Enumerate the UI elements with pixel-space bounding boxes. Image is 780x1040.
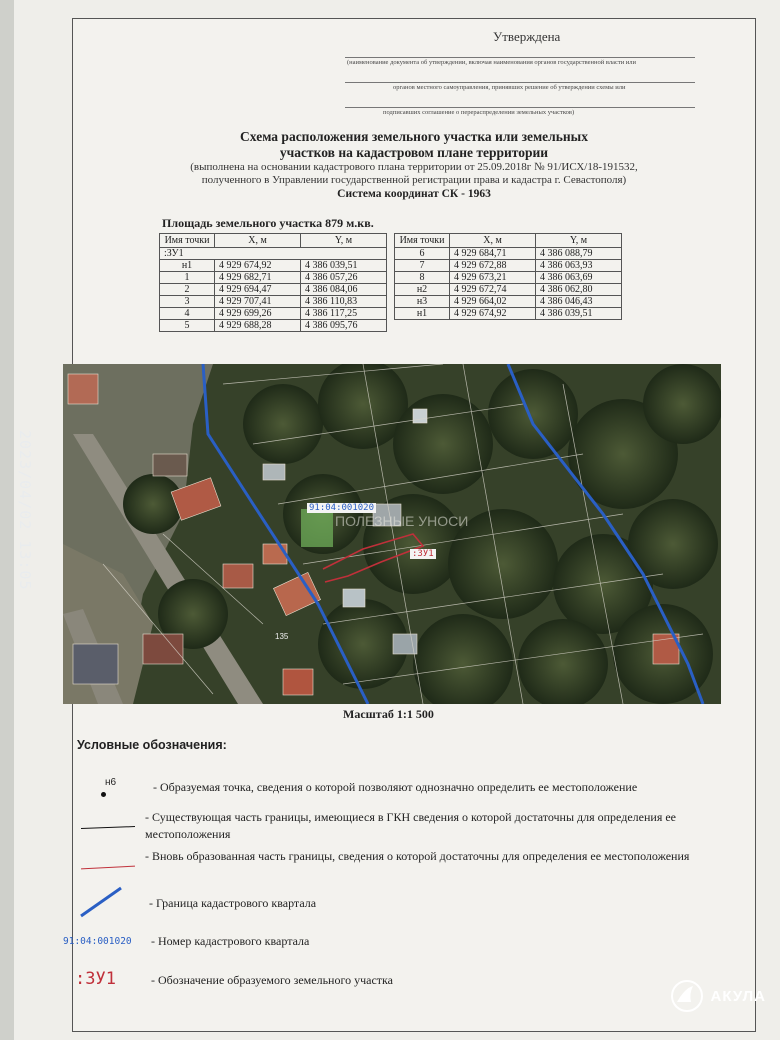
- col-y: Y, м: [301, 234, 387, 248]
- x-coord-cell: 4 929 682,71: [215, 272, 301, 284]
- document-frame: [63, 18, 756, 1032]
- x-coord-cell: 4 929 684,71: [450, 248, 536, 260]
- brand-name: АКУЛА: [710, 987, 766, 1005]
- legend-quarter-line: [79, 885, 125, 919]
- point-name-cell: 8: [395, 272, 450, 284]
- x-coord-cell: 4 929 694,47: [215, 284, 301, 296]
- y-coord-cell: 4 386 063,93: [536, 260, 622, 272]
- legend-parcel-code: :ЗУ1: [75, 969, 116, 989]
- legend-item-parcel-designation: - Обозначение образуемого земельного участка: [151, 973, 394, 987]
- col-point-name: Имя точки: [395, 234, 450, 248]
- legend-item-existing-border: - Существующая часть границы, имеющиеся в ГКН сведения о которой достаточны для определения ее местоположения: [145, 810, 676, 841]
- y-coord-cell: 4 386 117,25: [301, 308, 387, 320]
- parcel-area: Площадь земельного участка 879 м.кв.: [162, 216, 374, 230]
- table-row: [160, 296, 387, 308]
- table-row: [160, 284, 387, 296]
- x-coord-cell: 4 929 673,21: [450, 272, 536, 284]
- point-name-cell: н1: [395, 308, 450, 320]
- coordinate-system: Система координат СК - 1963: [337, 188, 491, 200]
- approval-note-1: (наименование документа об утверждении, включая наименования органов государственной власти или: [347, 59, 636, 66]
- approval-line-1: [345, 57, 695, 58]
- coords-table-right: [394, 233, 622, 320]
- approved-heading: Утверждена: [493, 29, 561, 44]
- point-name-cell: н3: [395, 296, 450, 308]
- legend-title: Условные обозначения:: [77, 738, 227, 752]
- shark-fin-icon: [671, 980, 703, 1012]
- legend-point-label: н6: [105, 777, 117, 788]
- house-number-label: 135: [275, 632, 289, 641]
- x-coord-cell: 4 929 664,02: [450, 296, 536, 308]
- y-coord-cell: 4 386 088,79: [536, 248, 622, 260]
- doc-title-line-2: участков на кадастровом плане территории: [279, 145, 549, 160]
- table-row: [160, 308, 387, 320]
- table-row: [160, 260, 387, 272]
- point-name-cell: 6: [395, 248, 450, 260]
- col-y: Y, м: [536, 234, 622, 248]
- map-svg: [63, 364, 721, 704]
- table-row: [395, 272, 622, 284]
- y-coord-cell: 4 386 039,51: [536, 308, 622, 320]
- paper-sheet: [14, 0, 780, 1040]
- section-label: :ЗУ1: [160, 248, 387, 260]
- y-coord-cell: 4 386 084,06: [301, 284, 387, 296]
- legend-item-quarter-border: - Граница кадастрового квартала: [149, 896, 317, 910]
- x-coord-cell: 4 929 674,92: [215, 260, 301, 272]
- legend-item-new-border: - Вновь образованная часть границы, сведения о которой достаточны для определения ее местоположения: [145, 849, 690, 863]
- point-name-cell: 3: [160, 296, 215, 308]
- col-point-name: Имя точки: [160, 234, 215, 248]
- x-coord-cell: 4 929 672,74: [450, 284, 536, 296]
- x-coord-cell: 4 929 672,88: [450, 260, 536, 272]
- point-name-cell: 4: [160, 308, 215, 320]
- point-name-cell: 7: [395, 260, 450, 272]
- legend-point-symbol: [101, 792, 106, 797]
- approval-line-2: [345, 82, 695, 83]
- table-row: [160, 320, 387, 332]
- y-coord-cell: 4 386 095,76: [301, 320, 387, 332]
- doc-title-line-1: Схема расположения земельного участка или земельных: [240, 129, 588, 144]
- approval-note-3: подписавших соглашение о перераспределении земельных участков): [383, 109, 575, 116]
- legend-item-quarter-number: - Номер кадастрового квартала: [151, 934, 310, 948]
- table-row: [160, 272, 387, 284]
- col-x: X, м: [450, 234, 536, 248]
- legend-existing-line: [81, 826, 135, 829]
- point-name-cell: 5: [160, 320, 215, 332]
- x-coord-cell: 4 929 688,28: [215, 320, 301, 332]
- table-row: [395, 284, 622, 296]
- table-row: [395, 308, 622, 320]
- legend-quarter-code: 91:04:001020: [63, 936, 132, 947]
- table-row: [395, 296, 622, 308]
- doc-subtitle-1: (выполнена на основании кадастрового плана территории от 25.09.2018г № 91/ИСХ/18-191532,: [190, 161, 638, 173]
- point-name-cell: н2: [395, 284, 450, 296]
- parcel-label: :ЗУ1: [412, 549, 434, 559]
- legend-item-point: - Образуемая точка, сведения о которой позволяют однозначно определить ее местоположение: [153, 780, 638, 794]
- x-coord-cell: 4 929 674,92: [450, 308, 536, 320]
- coords-table-left: [159, 233, 387, 332]
- map-watermark: ПОЛЕЗНЫЕ УНОСИ: [335, 513, 469, 529]
- table-row: [395, 248, 622, 260]
- col-x: X, м: [215, 234, 301, 248]
- photo-timestamp: 2023/04/02 13:05: [16, 430, 34, 591]
- point-name-cell: 2: [160, 284, 215, 296]
- y-coord-cell: 4 386 062,80: [536, 284, 622, 296]
- doc-subtitle-2: полученного в Управлении государственной регистрации права и кадастра г. Севастополя): [201, 174, 627, 186]
- x-coord-cell: 4 929 699,26: [215, 308, 301, 320]
- table-row: [395, 260, 622, 272]
- approval-line-3: [345, 107, 695, 108]
- y-coord-cell: 4 386 046,43: [536, 296, 622, 308]
- approval-note-2: органов местного самоуправления, принявших решение об утверждении схемы или: [393, 84, 626, 91]
- y-coord-cell: 4 386 039,51: [301, 260, 387, 272]
- y-coord-cell: 4 386 057,26: [301, 272, 387, 284]
- y-coord-cell: 4 386 063,69: [536, 272, 622, 284]
- x-coord-cell: 4 929 707,41: [215, 296, 301, 308]
- legend-new-line: [81, 866, 135, 870]
- map-scale: Масштаб 1:1 500: [343, 707, 434, 721]
- cadastral-map[interactable]: [63, 364, 721, 704]
- brand-watermark: [671, 980, 766, 1012]
- quarter-number-label: 91:04:001020: [309, 503, 375, 513]
- y-coord-cell: 4 386 110,83: [301, 296, 387, 308]
- point-name-cell: н1: [160, 260, 215, 272]
- point-name-cell: 1: [160, 272, 215, 284]
